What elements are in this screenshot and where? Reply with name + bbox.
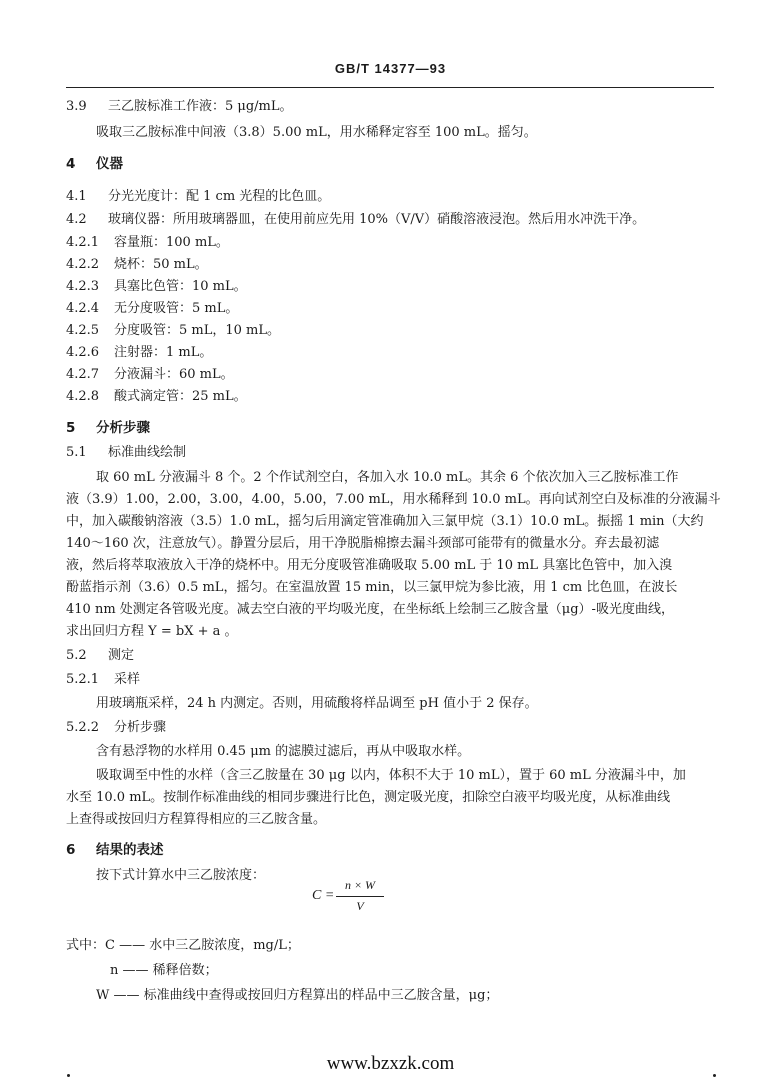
section-number: 6 xyxy=(66,842,76,858)
clause-number: 4.2.6 xyxy=(66,345,100,360)
standard-code-header: GB/T 14377—93 xyxy=(334,61,447,76)
clause-number: 3.9 xyxy=(66,99,87,114)
section-number: 5 xyxy=(66,420,76,436)
paragraph-line: 液（3.9）1.00，2.00，3.00，4.00，5.00，7.00 mL，用水稀释到 10.0 mL。再向试剂空白及标准的分液漏斗 xyxy=(66,492,721,507)
clause-text: 无分度吸管：5 mL。 xyxy=(114,301,239,316)
clause-4-2-2 xyxy=(66,255,208,275)
formula-numerator: n × W xyxy=(344,878,376,892)
paragraph-line: 140～160 次，注意放气）。静置分层后，用干净脱脂棉擦去漏斗颈部可能带有的微量水分。弃去最初滤 xyxy=(66,536,660,551)
paragraph-line: 410 nm 处测定各管吸光度。减去空白液的平均吸光度，在坐标纸上绘制三乙胺含量（μg）-吸光度曲线， xyxy=(66,602,674,617)
clause-number: 4.2.4 xyxy=(66,301,100,316)
formula-lhs: C = xyxy=(312,888,335,903)
paragraph-line: 按下式计算水中三乙胺浓度： xyxy=(96,868,266,883)
section-title: 分析步骤 xyxy=(96,420,150,436)
paragraph-line: 含有悬浮物的水样用 0.45 μm 的滤膜过滤后，再从中吸取水样。 xyxy=(96,744,471,759)
clause-number: 4.2.7 xyxy=(66,367,100,382)
paragraph-line: 求出回归方程 Y = bX + a 。 xyxy=(66,624,238,639)
variable-definition-c: 式中：C —— 水中三乙胺浓度，mg/L； xyxy=(66,938,300,953)
clause-text: 玻璃仪器：所用玻璃器皿，在使用前应先用 10%（V/V）硝酸溶液浸泡。然后用水冲洗干净。 xyxy=(108,212,646,227)
section-heading-6 xyxy=(66,840,164,860)
clause-number: 4.2.2 xyxy=(66,257,100,272)
clause-number: 5.2 xyxy=(66,648,87,663)
paragraph-line: 水至 10.0 mL。按制作标准曲线的相同步骤进行比色，测定吸光度，扣除空白液平均吸光度，从标准曲线 xyxy=(66,790,671,805)
clause-4-2-6 xyxy=(66,343,212,363)
paragraph-line: 取 60 mL 分液漏斗 8 个。2 个作试剂空白，各加入水 10.0 mL。其余 6 个依次加入三乙胺标准工作 xyxy=(96,470,679,485)
clause-4-2 xyxy=(66,210,645,230)
section-heading-4 xyxy=(66,154,123,174)
section-title: 仪器 xyxy=(96,156,123,172)
scan-speck xyxy=(67,1074,70,1077)
clause-text: 分液漏斗：60 mL。 xyxy=(114,367,234,382)
clause-4-2-3 xyxy=(66,277,247,297)
clause-4-2-7 xyxy=(66,365,234,385)
clause-text: 注射器：1 mL。 xyxy=(114,345,213,360)
paragraph-line: 液，然后将萃取液放入干净的烧杯中。用无分度吸管准确吸取 5.00 mL 于 10 mL 具塞比色管中，加入溴 xyxy=(66,558,673,573)
scan-speck xyxy=(713,1074,716,1077)
clause-text: 具塞比色管：10 mL。 xyxy=(114,279,247,294)
clause-number: 4.2.3 xyxy=(66,279,100,294)
clause-text: 分析步骤 xyxy=(114,720,167,735)
clause-5-1 xyxy=(66,443,186,463)
clause-number: 4.2.1 xyxy=(66,235,100,250)
section-title: 结果的表述 xyxy=(96,842,164,858)
clause-number: 4.1 xyxy=(66,189,87,204)
clause-4-2-5 xyxy=(66,321,280,341)
clause-4-2-4 xyxy=(66,299,238,319)
paragraph-line: 用玻璃瓶采样，24 h 内测定。否则，用硫酸将样品调至 pH 值小于 2 保存。 xyxy=(96,696,538,711)
clause-text: 三乙胺标准工作液：5 μg/mL。 xyxy=(108,99,293,114)
clause-3-9 xyxy=(66,97,293,117)
paragraph-line: 中，加入碳酸钠溶液（3.5）1.0 mL，摇匀后用滴定管准确加入三氯甲烷（3.1）10.0 mL。振摇 1 min（大约 xyxy=(66,514,704,529)
clause-number: 4.2.5 xyxy=(66,323,100,338)
clause-5-2-2 xyxy=(66,718,166,738)
clause-text: 分光光度计：配 1 cm 光程的比色皿。 xyxy=(108,189,331,204)
clause-number: 5.2.2 xyxy=(66,720,100,735)
clause-5-2-1 xyxy=(66,670,140,690)
concentration-formula xyxy=(312,878,412,918)
paragraph-line: 上查得或按回归方程算得相应的三乙胺含量。 xyxy=(66,812,327,827)
fraction-bar xyxy=(336,896,384,897)
clause-text: 容量瓶：100 mL。 xyxy=(114,235,229,250)
variable-definition-n: n —— 稀释倍数； xyxy=(110,963,218,978)
footer-watermark-url: www.bzxzk.com xyxy=(326,1053,455,1074)
clause-text: 烧杯：50 mL。 xyxy=(114,257,208,272)
clause-text: 标准曲线绘制 xyxy=(108,445,187,460)
paragraph-line: 吸取三乙胺标准中间液（3.8）5.00 mL，用水稀释定容至 100 mL。摇匀。 xyxy=(96,125,537,140)
paragraph-line: 吸取调至中性的水样（含三乙胺量在 30 μg 以内，体积不大于 10 mL），置于 60 mL 分液漏斗中，加 xyxy=(96,768,686,783)
clause-number: 4.2 xyxy=(66,212,87,227)
clause-4-1 xyxy=(66,187,330,207)
clause-text: 酸式滴定管：25 mL。 xyxy=(114,389,247,404)
clause-text: 采样 xyxy=(114,672,141,687)
header-rule xyxy=(66,87,714,88)
paragraph-line: 酚蓝指示剂（3.6）0.5 mL，摇匀。在室温放置 15 min，以三氯甲烷为参比液，用 1 cm 比色皿，在波长 xyxy=(66,580,678,595)
section-heading-5 xyxy=(66,418,150,438)
section-number: 4 xyxy=(66,156,76,172)
clause-4-2-1 xyxy=(66,233,229,253)
clause-number: 5.1 xyxy=(66,445,87,460)
clause-number: 5.2.1 xyxy=(66,672,100,687)
clause-number: 4.2.8 xyxy=(66,389,100,404)
clause-text: 测定 xyxy=(108,648,135,663)
clause-5-2 xyxy=(66,646,134,666)
clause-text: 分度吸管：5 mL，10 mL。 xyxy=(114,323,280,338)
clause-4-2-8 xyxy=(66,387,247,407)
formula-denominator: V xyxy=(356,899,364,913)
variable-definition-w: W —— 标准曲线中查得或按回归方程算出的样品中三乙胺含量，μg； xyxy=(96,988,499,1003)
